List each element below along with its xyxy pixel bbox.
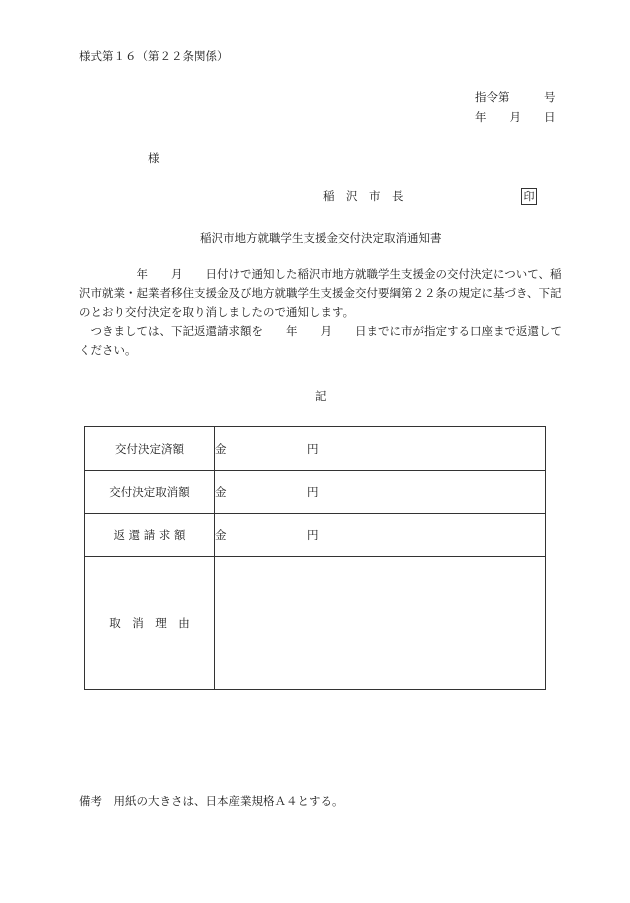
body-line: 年 月 日付けで通知した稲沢市地方就職学生支援金の交付決定について、稲 xyxy=(79,267,562,281)
label-cancelled-amount: 交付決定取消額 xyxy=(85,471,215,514)
document-title: 稲沢市地方就職学生支援金交付決定取消通知書 xyxy=(200,231,442,245)
issuer-name: 稲 沢 市 長 xyxy=(323,189,404,203)
body-line: ください。 xyxy=(79,343,137,357)
label-cancel-reason: 取 消 理 由 xyxy=(85,557,215,690)
label-refund-request: 返 還 請 求 額 xyxy=(85,514,215,557)
ki-heading: 記 xyxy=(315,389,327,403)
body-line: つきましては、下記返還請求額を 年 月 日までに市が指定する口座まで返還して xyxy=(79,324,562,338)
body-line: 沢市就業・起業者移住支援金及び地方就職学生支援金交付要綱第２２条の規定に基づき、下記 xyxy=(79,286,562,300)
value-refund-request: 金 円 xyxy=(215,514,546,557)
recipient-suffix: 様 xyxy=(148,151,160,165)
value-granted-amount: 金 円 xyxy=(215,427,546,471)
table-row xyxy=(85,427,546,471)
body-text xyxy=(79,265,569,360)
table-row xyxy=(85,557,546,690)
issue-date: 年 月 日 xyxy=(475,110,556,124)
note: 備考 用紙の大きさは、日本産業規格Ａ４とする。 xyxy=(79,794,344,808)
label-granted-amount: 交付決定済額 xyxy=(85,427,215,471)
body-line: のとおり交付決定を取り消しましたので通知します。 xyxy=(79,305,355,319)
issue-number: 指令第 号 xyxy=(475,90,556,104)
value-cancelled-amount: 金 円 xyxy=(215,471,546,514)
seal-stamp: 印 xyxy=(521,188,537,205)
table-row xyxy=(85,471,546,514)
value-cancel-reason xyxy=(215,557,546,690)
form-number: 様式第１６（第２２条関係） xyxy=(79,49,229,63)
table-row xyxy=(85,514,546,557)
amount-table xyxy=(84,426,546,690)
